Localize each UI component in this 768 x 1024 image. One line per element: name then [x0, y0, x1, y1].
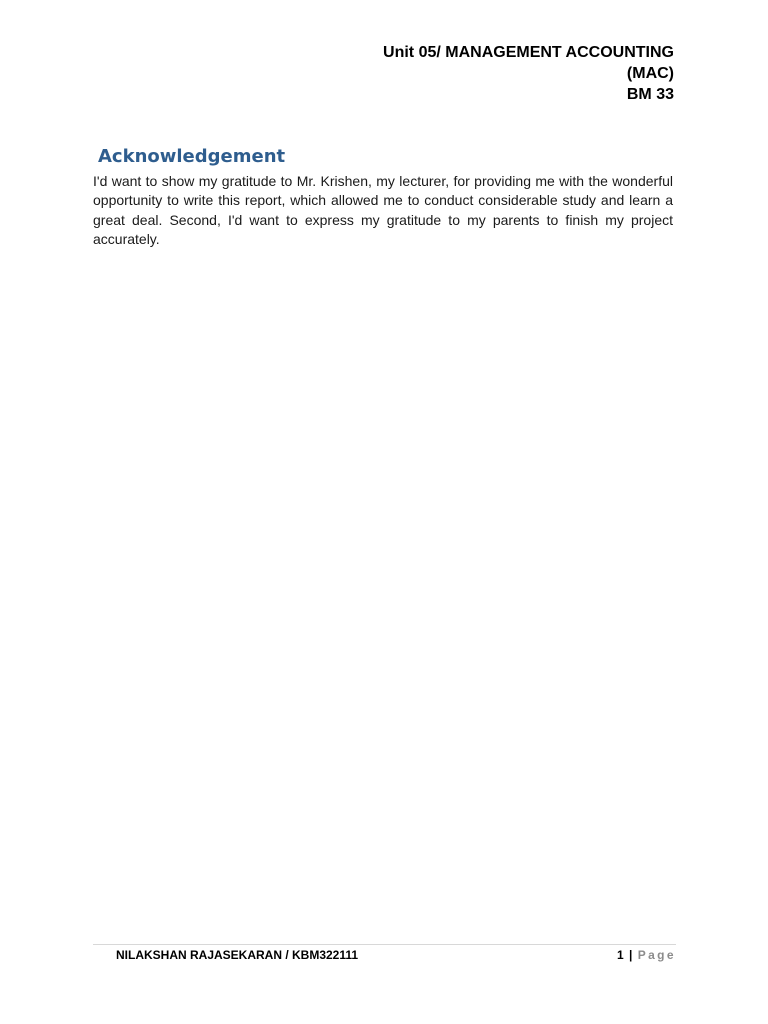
header-unit-title: Unit 05/ MANAGEMENT ACCOUNTING	[383, 44, 674, 61]
section-title: Acknowledgement	[98, 146, 286, 167]
footer-author: NILAKSHAN RAJASEKARAN / KBM322111	[116, 948, 359, 962]
acknowledgement-paragraph: I'd want to show my gratitude to Mr. Krishen, my lecturer, for providing me with the wonderful opportunity to write this report, which allowed me to conduct considerable study and learn a great deal. Second, I'd want to express my gratitude to my parents to finish my project accurately.	[93, 173, 673, 247]
header-batch: BM 33	[626, 86, 674, 103]
page-separator: |	[629, 948, 633, 962]
page-label: Page	[637, 948, 676, 962]
footer-page-info	[617, 948, 676, 962]
page-number: 1	[616, 948, 624, 962]
document-header	[383, 42, 674, 105]
footer-divider	[93, 944, 676, 945]
header-unit-code: (MAC)	[626, 65, 674, 82]
